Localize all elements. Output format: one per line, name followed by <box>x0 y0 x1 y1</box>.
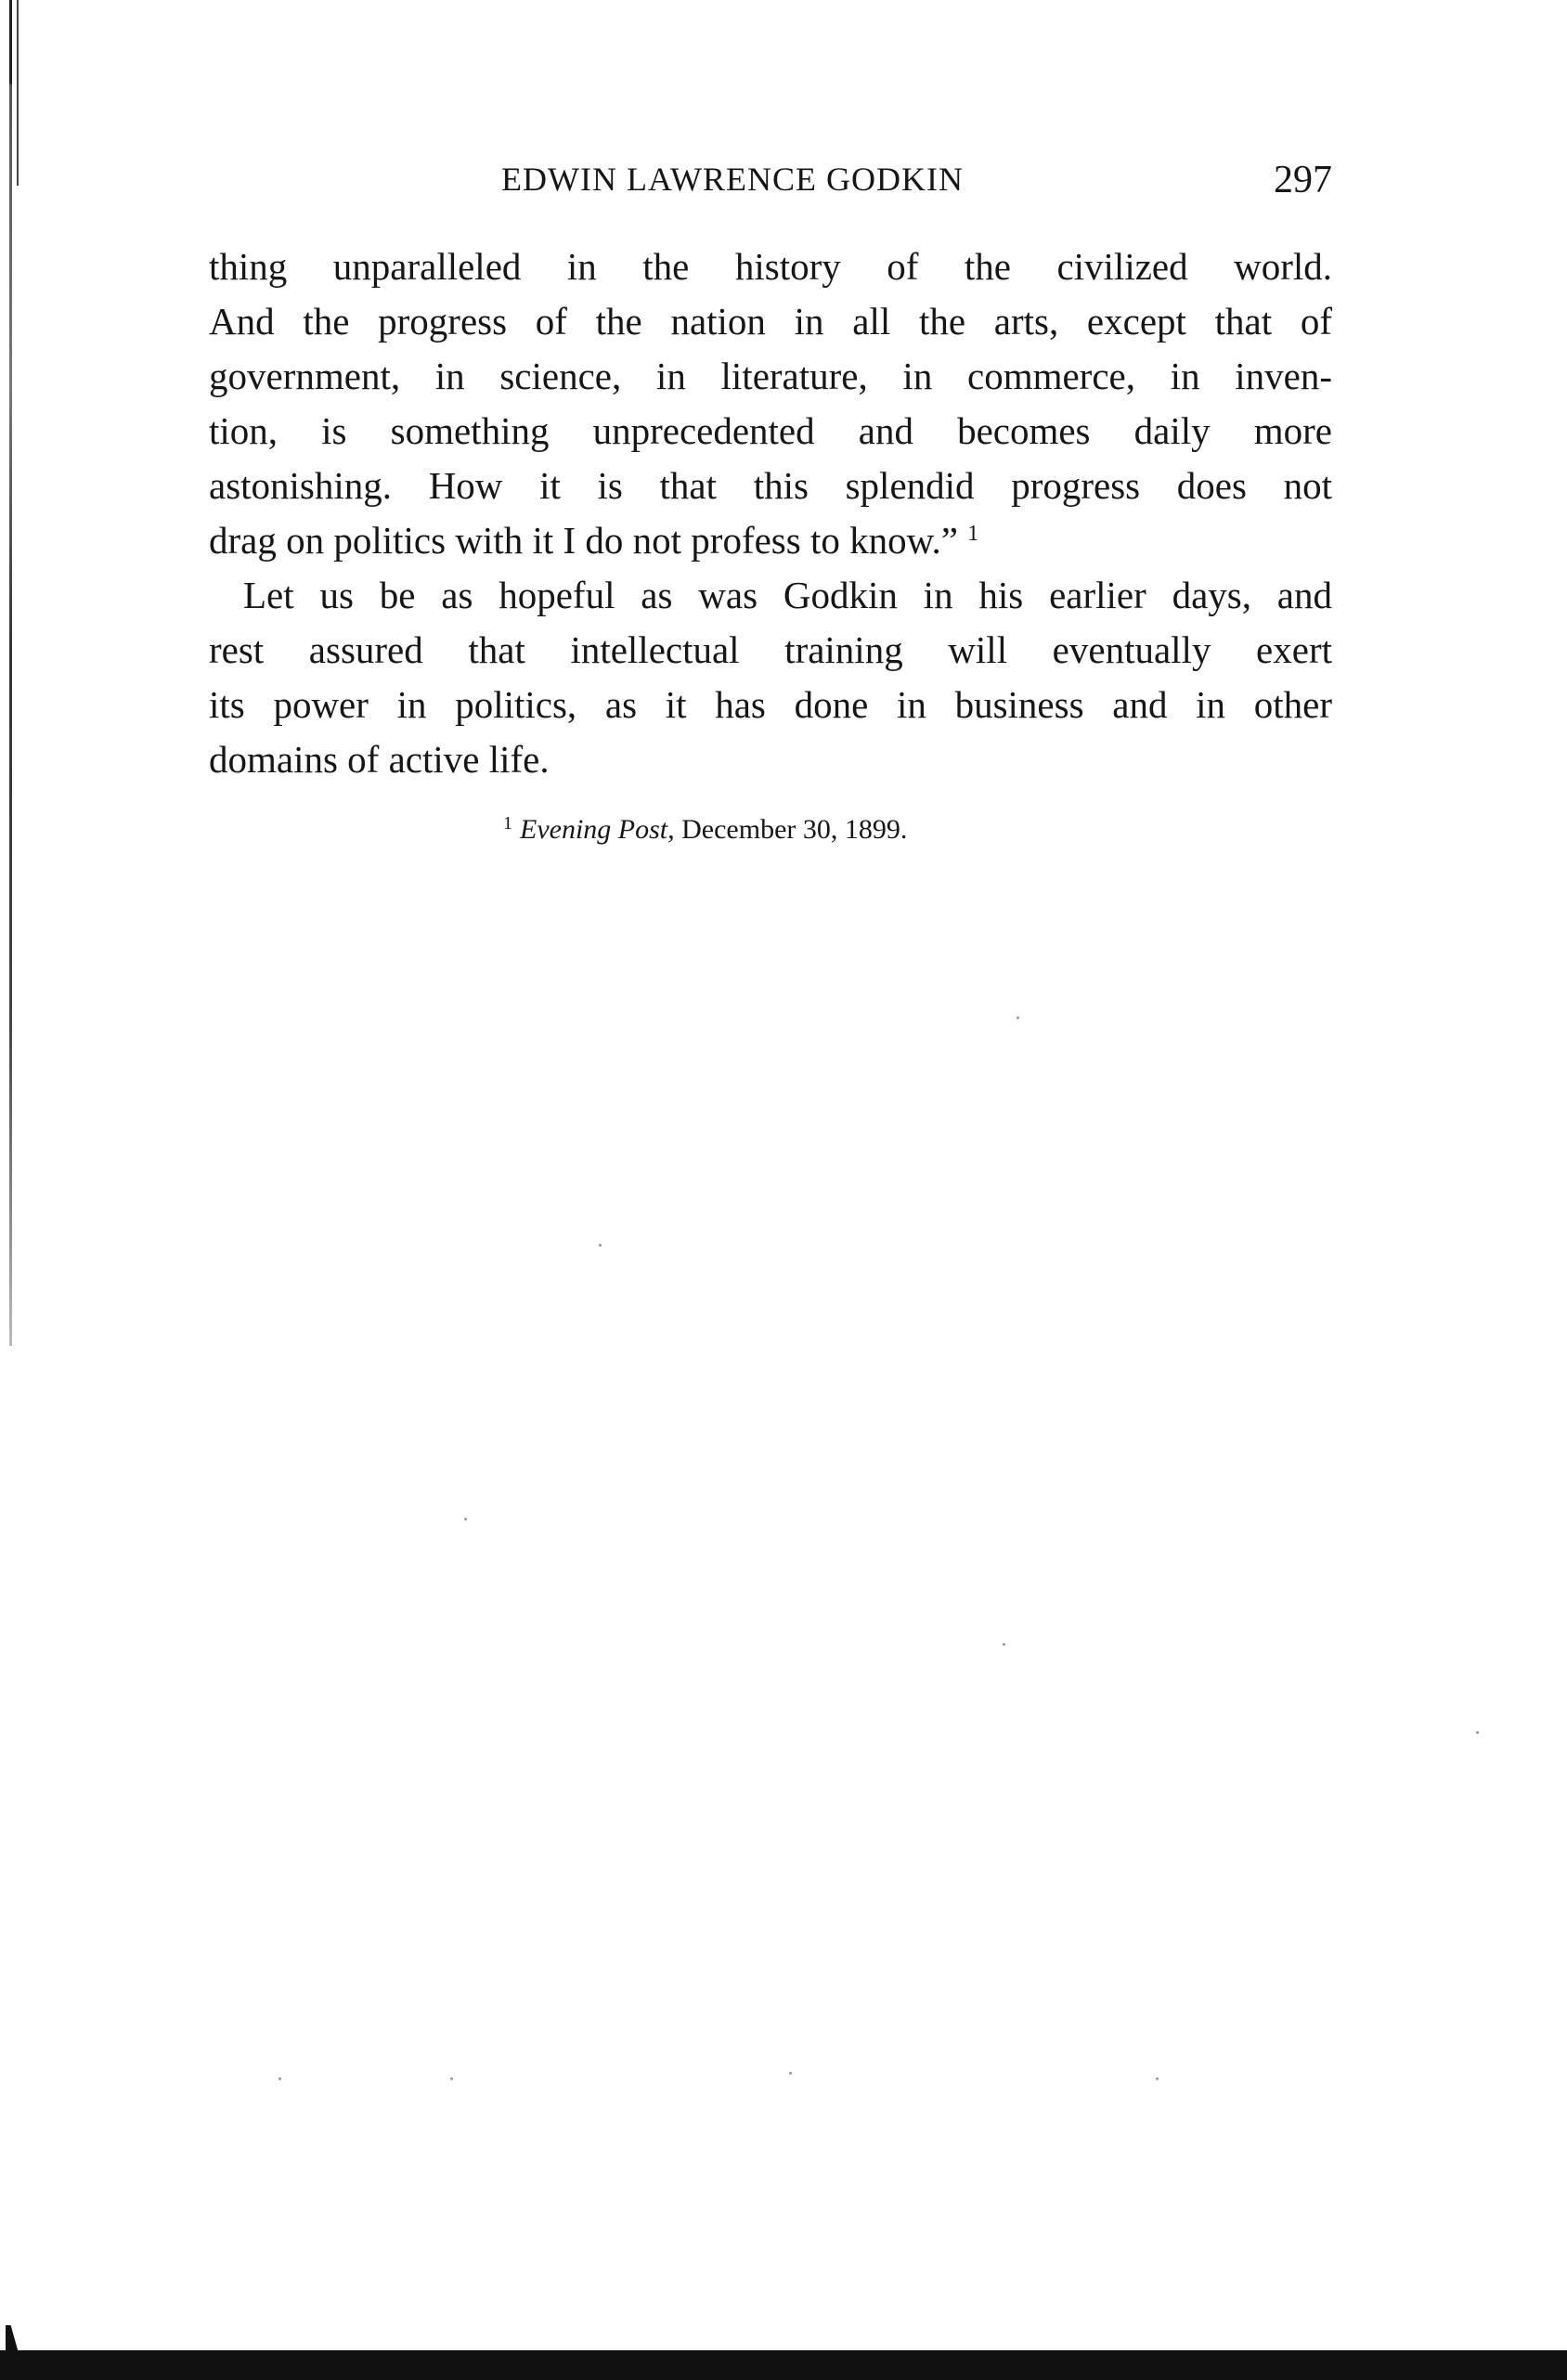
text-line: astonishing. How it is that this splendid progress does not <box>209 464 1332 507</box>
footnote <box>503 813 907 846</box>
text-line: drag on politics with it I do not profess to know.” <box>209 519 958 562</box>
scan-speck <box>1156 2077 1159 2080</box>
paragraph-first-line: Let us be as hopeful as was Godkin in his earlier days, and <box>243 574 1332 616</box>
text-line: thing unparalleled in the history of the civilized world. <box>209 245 1332 288</box>
scan-edge-notch <box>6 2325 19 2353</box>
scan-speck <box>599 1244 602 1247</box>
text-line: tion, is something unprecedented and becomes daily more <box>209 409 1332 452</box>
footnote-source: Evening Post, <box>520 814 675 845</box>
text-line-with-note <box>209 513 1332 568</box>
page-number: 297 <box>1274 159 1332 201</box>
text-line: its power in politics, as it has done in business and in other <box>209 683 1332 726</box>
scan-speck <box>450 2077 453 2080</box>
scan-edge-mark <box>17 0 19 186</box>
scan-speck <box>1003 1643 1005 1646</box>
scan-speck <box>1017 1016 1019 1019</box>
text-line: government, in science, in literature, in commerce, in inven- <box>209 355 1332 397</box>
text-line: domains of active life. <box>209 738 550 781</box>
scan-speck <box>789 2072 792 2075</box>
body-text <box>209 239 1332 787</box>
scan-speck <box>1476 1731 1479 1734</box>
page-header <box>209 156 1332 208</box>
text-line: And the progress of the nation in all the arts, except that of <box>209 300 1332 343</box>
scan-edge-left <box>9 0 12 1346</box>
text-line: rest assured that intellectual training will eventually exert <box>209 628 1332 671</box>
scan-edge-bottom <box>0 2350 1567 2380</box>
footnote-reference: 1 <box>967 522 979 546</box>
scan-speck <box>464 1518 467 1520</box>
footnote-marker: 1 <box>503 813 512 834</box>
scan-speck <box>278 2077 281 2080</box>
footnote-date: December 30, 1899. <box>681 814 908 845</box>
running-head: EDWIN LAWRENCE GODKIN <box>501 161 965 198</box>
